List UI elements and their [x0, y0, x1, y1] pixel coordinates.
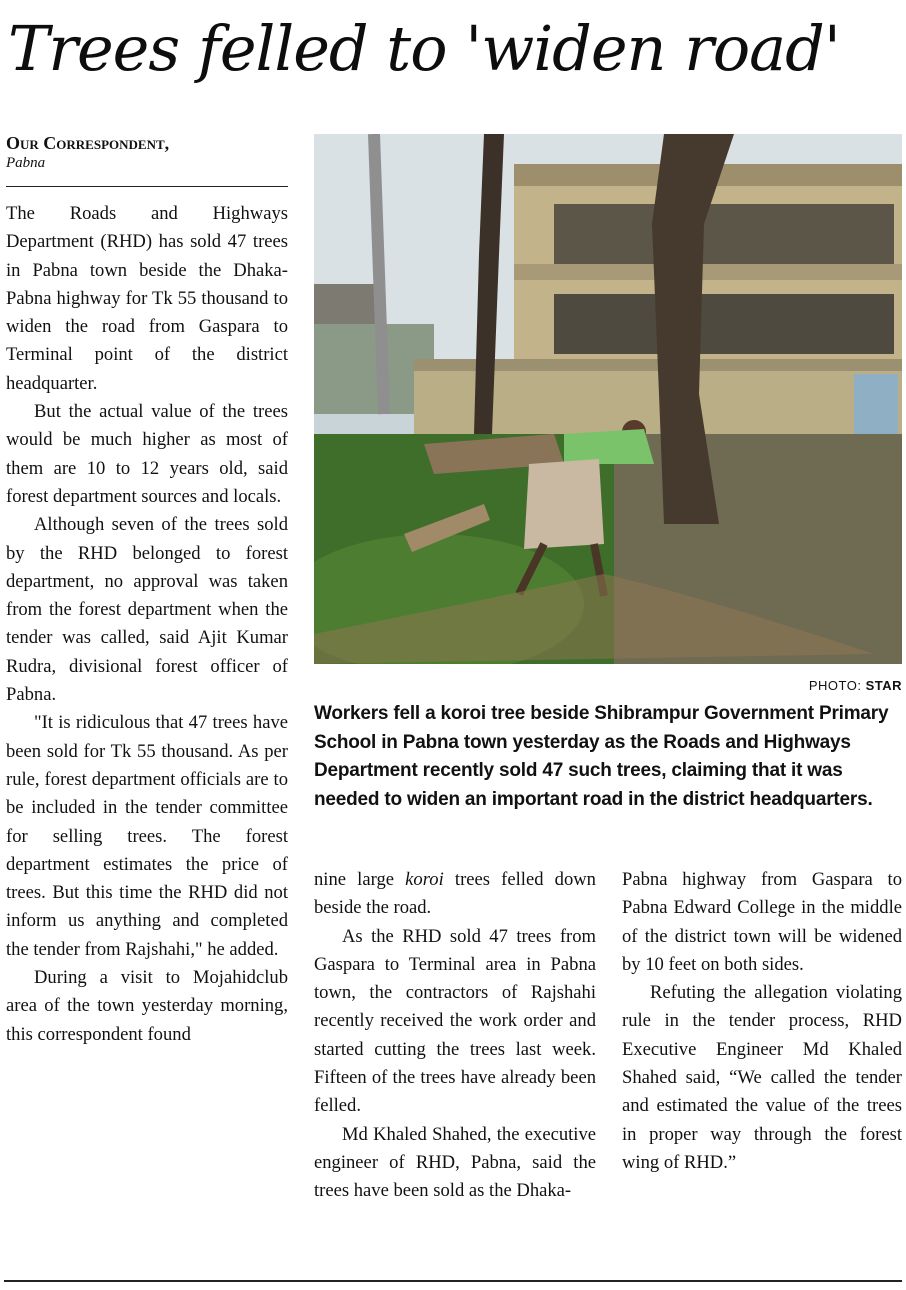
photo-credit-label: PHOTO: — [808, 678, 866, 693]
column-3 — [622, 866, 902, 1177]
bottom-divider — [4, 1280, 902, 1282]
photo-credit-source: STAR — [865, 678, 902, 693]
byline-divider — [6, 186, 288, 187]
photo-credit — [314, 678, 902, 693]
body-paragraph: But the actual value of the trees would be much higher as most of them are 10 to 12 years old, said forest department sources and locals. — [6, 401, 288, 507]
column-1 — [6, 200, 288, 1049]
body-paragraph: As the RHD sold 47 trees from Gaspara to Terminal area in Pabna town, the contractors of Rajshahi recently received the work order and started cutting the trees last week. Fifteen of the trees have already been felled. — [314, 925, 596, 1117]
news-photo — [314, 134, 902, 664]
byline-location: Pabna — [6, 154, 46, 171]
photo-caption: Workers fell a koroi tree beside Shibrampur Government Primary School in Pabna town yesterday as the Roads and Highways Department recently sold 47 such trees, claiming that it was needed to widen an important road in the district headquarters. — [314, 703, 889, 810]
byline — [6, 134, 288, 172]
body-paragraph: The Roads and Highways Department (RHD) has sold 47 trees in Pabna town beside the Dhaka-Pabna highway for Tk 55 thousand to widen the road from Gaspara to Terminal point of the district headquarter. — [6, 203, 288, 394]
body-paragraph: Md Khaled Shahed, the executive engineer of RHD, Pabna, said the trees have been sold as the Dhaka- — [314, 1123, 596, 1202]
text-run-italic: koroi — [405, 869, 444, 890]
body-paragraph: "It is ridiculous that 47 trees have been sold for Tk 55 thousand. As per rule, forest department officials are to be included in the tender committee for selling trees. The forest department estimates the price of trees. But this time the RHD did not inform us anything and completed the tender from Rajshahi," he added. — [6, 712, 288, 960]
byline-name: Our Correspondent, — [6, 133, 170, 153]
body-paragraph-continued: Pabna highway from Gaspara to Pabna Edward College in the middle of the district town will be widened by 10 feet on both sides. — [622, 869, 902, 975]
body-paragraph: Although seven of the trees sold by the RHD belonged to forest department, no approval was taken from the forest department when the tender was called, said Ajit Kumar Rudra, divisional forest officer of Pabna. — [6, 514, 288, 706]
headline: Trees felled to 'widen road' — [8, 12, 840, 85]
column-2 — [314, 866, 596, 1206]
body-paragraph: During a visit to Mojahidclub area of the town yesterday morning, this correspondent found — [6, 967, 288, 1045]
photo-illustration — [314, 134, 902, 664]
text-run: trees felled down beside the road. — [314, 869, 596, 919]
body-paragraph-continued — [314, 866, 596, 923]
text-run: nine large — [314, 869, 406, 890]
body-paragraph: Refuting the allegation violating rule in the tender process, RHD Executive Engineer Md Khaled Shahed said, “We called the tender and estimated the value of the trees in proper way through the forest wing of RHD.” — [622, 982, 902, 1173]
